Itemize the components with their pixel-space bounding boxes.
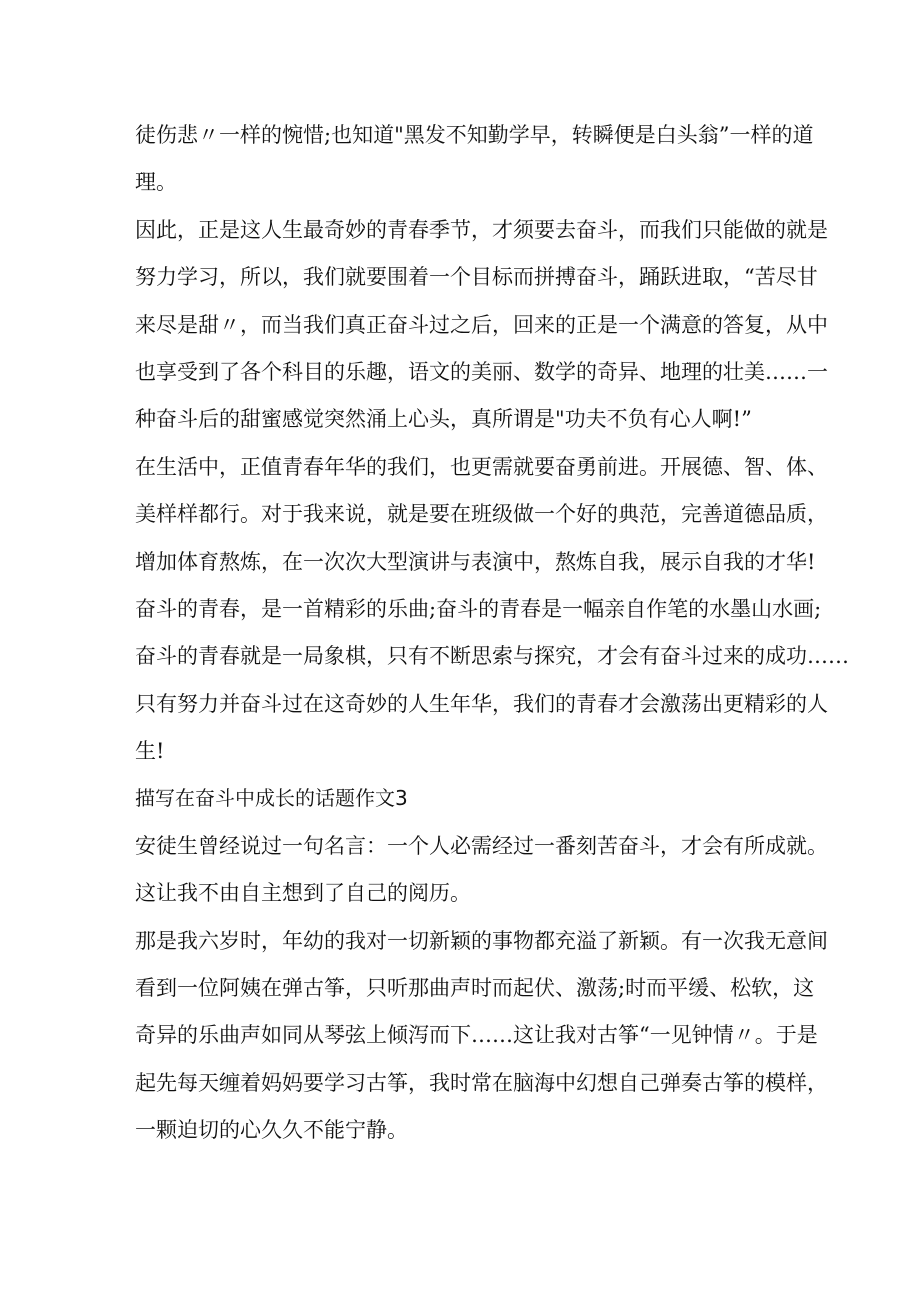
text-line: 在生活中，正值青春年华的我们，也更需就要奋勇前进。开展德、智、体、 <box>135 454 828 479</box>
text-line: 徒伤悲〃一样的惋惜;也知道"黑发不知勤学早，转瞬便是白头翁”一样的道 <box>135 123 814 147</box>
text-line: 因此，正是这人生最奇妙的青春季节，才须要去奋斗，而我们只能做的就是 <box>135 217 828 242</box>
section-heading: 描写在奋斗中成长的话题作文3 <box>135 786 408 811</box>
text-line: 只有努力并奋斗过在这奇妙的人生年华，我们的青春才会激荡出更精彩的人 <box>135 691 828 716</box>
text-line: 奋斗的青春，是一首精彩的乐曲;奋斗的青春是一幅亲自作笔的水墨山水画; <box>135 596 822 621</box>
text-line: 也享受到了各个科目的乐趣，语文的美丽、数学的奇异、地理的壮美……一 <box>135 359 828 384</box>
text-line: 一颗迫切的心久久不能宁静。 <box>135 1118 408 1143</box>
text-line: 来尽是甜〃，而当我们真正奋斗过之后，回来的正是一个满意的答复，从中 <box>135 312 828 337</box>
text-line: 看到一位阿姨在弹古筝，只听那曲声时而起伏、激荡;时而平缓、松软，这 <box>135 976 815 1001</box>
text-line: 这让我不由自主想到了自己的阅历。 <box>135 881 471 906</box>
essay-text <box>135 112 849 1155</box>
text-line: 那是我六岁时，年幼的我对一切新颖的事物都充溢了新颖。有一次我无意间 <box>135 928 828 953</box>
text-line: 奋斗的青春就是一局象棋，只有不断思索与探究，才会有奋斗过来的成功…… <box>135 644 849 669</box>
text-line: 安徒生曾经说过一句名言：一个人必需经过一番刻苦奋斗，才会有所成就。 <box>135 833 828 858</box>
text-line: 奇异的乐曲声如同从琴弦上倾泻而下……这让我对古筝“一见钟情〃。于是 <box>135 1023 818 1048</box>
text-line: 努力学习，所以，我们就要围着一个目标而拼搏奋斗，踊跃进取，“苦尽甘 <box>135 265 818 290</box>
text-line: 生! <box>135 739 165 764</box>
text-line: 理。 <box>135 170 177 195</box>
text-line: 种奋斗后的甜蜜感觉突然涌上心头，真所谓是"功夫不负有心人啊!” <box>135 407 752 432</box>
text-line: 增加体育熬炼，在一次次大型演讲与表演中，熬炼自我，展示自我的才华! <box>135 549 816 574</box>
text-line: 起先每天缠着妈妈要学习古筝，我时常在脑海中幻想自己弹奏古筝的模样， <box>135 1070 828 1095</box>
text-line: 美样样都行。对于我来说，就是要在班级做一个好的典范，完善道德品质， <box>135 502 828 527</box>
